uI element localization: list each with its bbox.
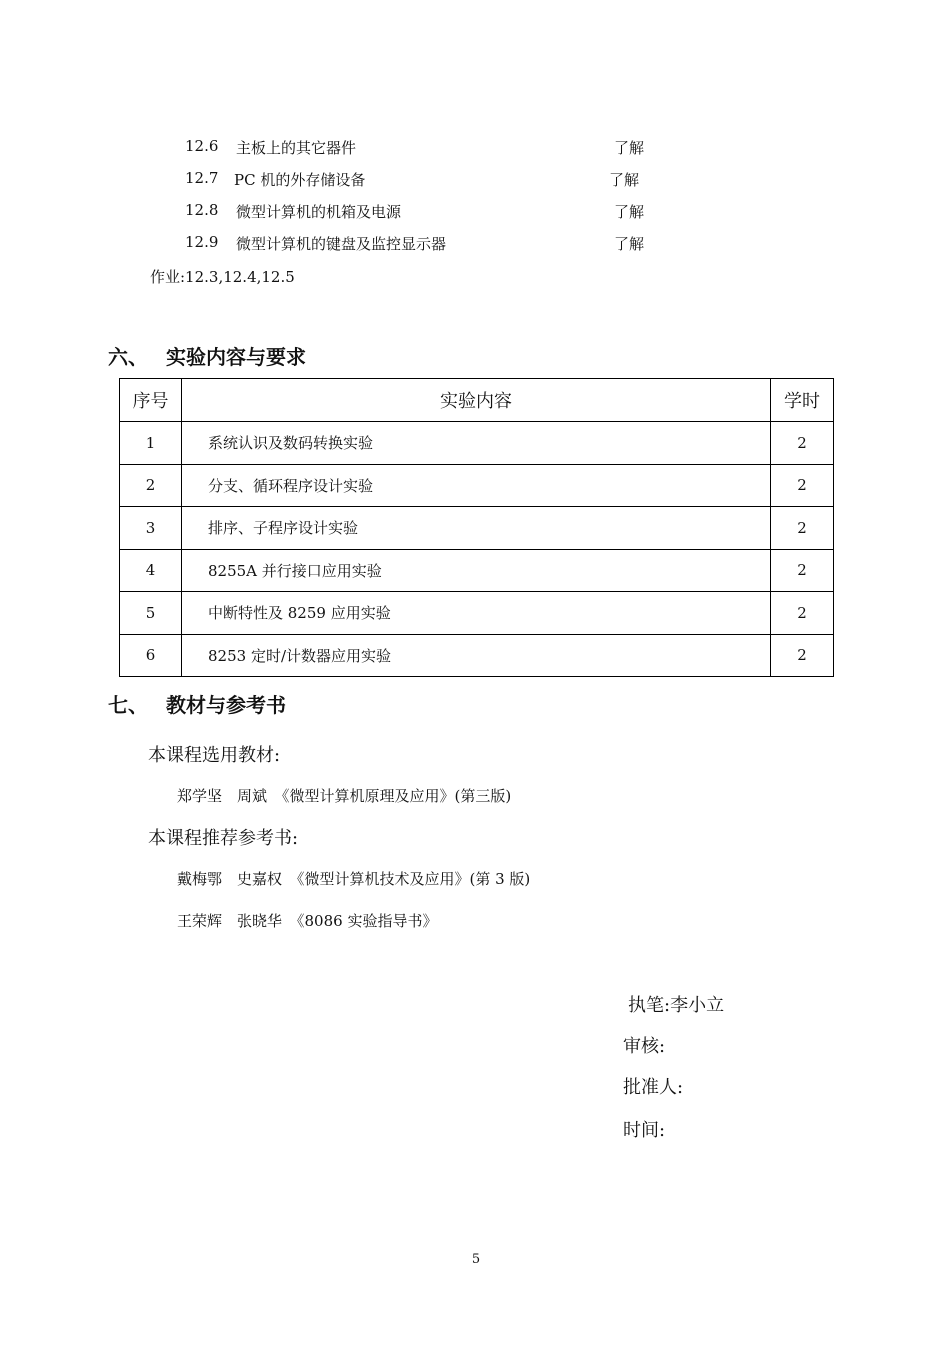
- section-number: 七、: [108, 693, 148, 717]
- section-title: 教材与参考书: [166, 693, 286, 717]
- header-lab-content: 实验内容: [182, 379, 771, 422]
- row-number: 1: [120, 422, 182, 465]
- homework-line: 作业:12.3,12.4,12.5: [150, 268, 295, 286]
- reviewer-line: 审核:: [623, 1036, 666, 1057]
- recommended-entry: 戴梅鄂 史嘉权 《微型计算机技术及应用》(第 3 版): [177, 870, 531, 888]
- outline-number: 12.7: [185, 169, 219, 187]
- outline-level: 了解: [614, 235, 645, 253]
- table-row: [120, 592, 834, 635]
- approver-line: 批准人:: [623, 1077, 684, 1098]
- table-row: [120, 422, 834, 465]
- header-hours: 学时: [771, 379, 834, 422]
- table-row: [120, 464, 834, 507]
- outline-number: 12.9: [185, 233, 219, 251]
- outline-title: PC 机的外存储设备: [234, 171, 366, 189]
- row-hours: 2: [771, 507, 834, 550]
- recommended-entry: 王荣辉 张晓华 《8086 实验指导书》: [177, 912, 438, 930]
- row-hours: 2: [771, 592, 834, 635]
- outline-number: 12.8: [185, 201, 219, 219]
- row-number: 3: [120, 507, 182, 550]
- table-row: [120, 507, 834, 550]
- table-row: [120, 634, 834, 677]
- outline-number: 12.6: [185, 137, 219, 155]
- outline-title: 微型计算机的键盘及监控显示器: [236, 235, 447, 253]
- row-hours: 2: [771, 464, 834, 507]
- textbook-entry: 郑学坚 周斌 《微型计算机原理及应用》(第三版): [177, 787, 512, 805]
- row-hours: 2: [771, 549, 834, 592]
- row-number: 6: [120, 634, 182, 677]
- outline-level: 了解: [614, 203, 645, 221]
- outline-level: 了解: [609, 171, 640, 189]
- row-number: 5: [120, 592, 182, 635]
- row-number: 4: [120, 549, 182, 592]
- textbook-label: 本课程选用教材:: [148, 745, 281, 766]
- lab-content-table: [119, 378, 834, 677]
- row-number: 2: [120, 464, 182, 507]
- recommended-label: 本课程推荐参考书:: [148, 828, 299, 849]
- table-header-row: [120, 379, 834, 422]
- row-content: 分支、循环程序设计实验: [182, 464, 771, 507]
- row-hours: 2: [771, 422, 834, 465]
- date-line: 时间:: [623, 1120, 666, 1141]
- author-line: 执笔:李小立: [628, 995, 725, 1016]
- outline-title: 主板上的其它器件: [236, 139, 357, 157]
- header-serial-number: 序号: [120, 379, 182, 422]
- row-content: 8255A 并行接口应用实验: [182, 549, 771, 592]
- table-row: [120, 549, 834, 592]
- outline-level: 了解: [614, 139, 645, 157]
- row-content: 排序、子程序设计实验: [182, 507, 771, 550]
- section-number: 六、: [108, 345, 148, 369]
- outline-title: 微型计算机的机箱及电源: [236, 203, 402, 221]
- row-hours: 2: [771, 634, 834, 677]
- page-number: 5: [471, 1252, 481, 1267]
- row-content: 中断特性及 8259 应用实验: [182, 592, 771, 635]
- row-content: 系统认识及数码转换实验: [182, 422, 771, 465]
- row-content: 8253 定时/计数器应用实验: [182, 634, 771, 677]
- section-title: 实验内容与要求: [166, 345, 306, 369]
